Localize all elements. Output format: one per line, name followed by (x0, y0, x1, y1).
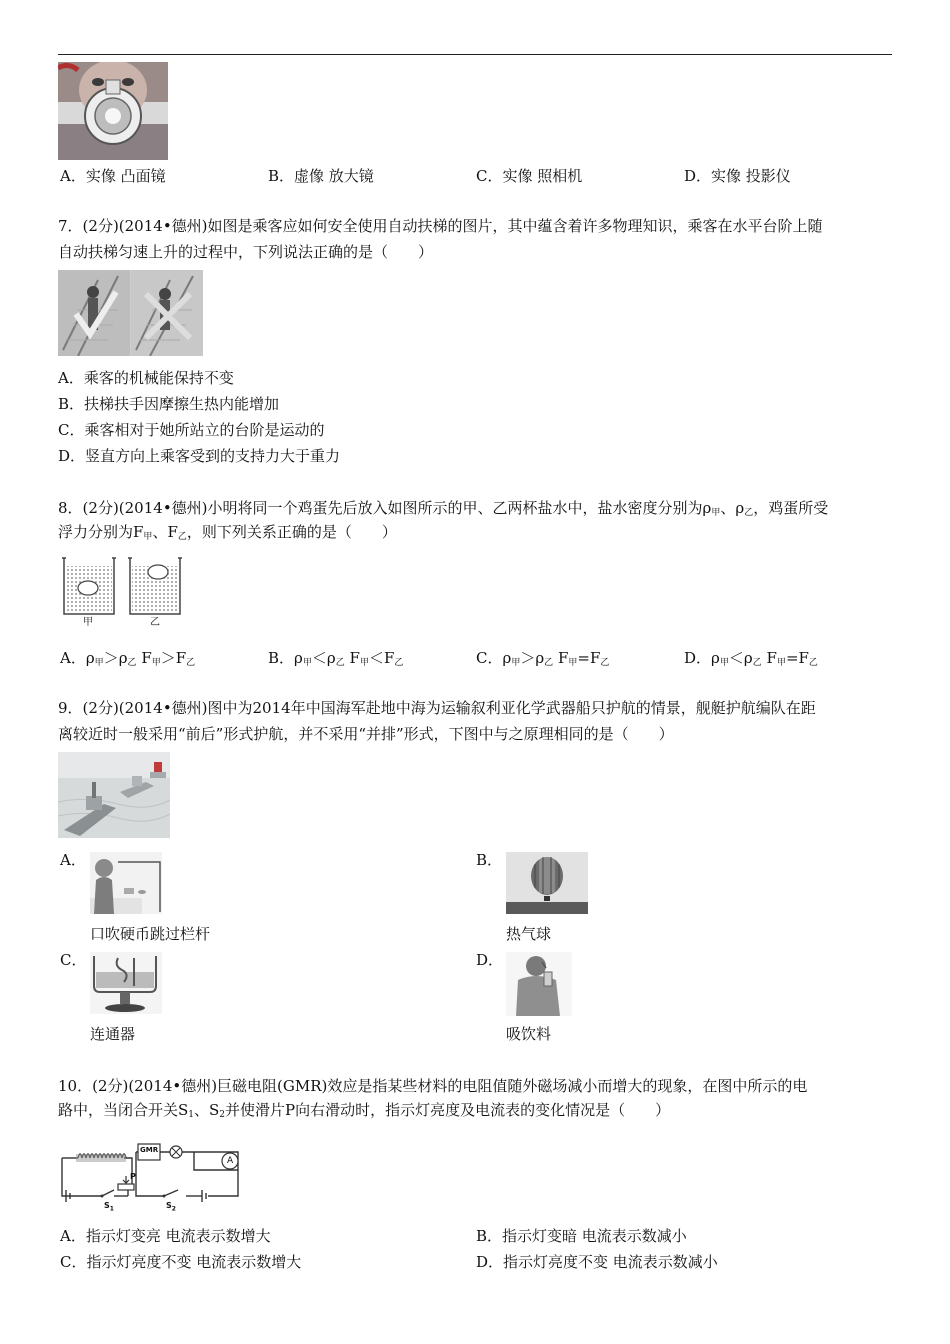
q9-option-d-caption: 吸饮料 (506, 1025, 552, 1043)
beakers-figure (58, 552, 188, 634)
q6-option-b: B．虚像 放大镜 (268, 167, 374, 185)
q9-option-c-caption: 连通器 (90, 1025, 136, 1043)
q10-option-a: A．指示灯变亮 电流表示数增大 (60, 1227, 271, 1245)
warships-photo (58, 752, 170, 838)
q7-option-b: B．扶梯扶手因摩擦生热内能增加 (58, 395, 280, 413)
header-rule (58, 54, 892, 55)
connected-vessel-image (90, 952, 162, 1014)
q8-option-b: B．$\rho_甲<\rho_乙$ $F_甲<F_乙$ (268, 649, 404, 668)
coin-blow-image (90, 852, 162, 914)
q10-stem-line2: 路中，当闭合开关$S_1$、$S_2$并使滑片P向右滑动时，指示灯亮度及电流表的变化情况是（ ） (58, 1101, 671, 1120)
q10-option-d: D．指示灯亮度不变 电流表示数减小 (476, 1253, 718, 1271)
q9-option-b-label: B． (476, 851, 503, 869)
q7-option-a: A．乘客的机械能保持不变 (58, 369, 234, 387)
q7-stem-line1: 7．(2分)(2014•德州)如图是乘客应如何安全使用自动扶梯的图片，其中蕴含着许多物理知识，乘客在水平台阶上随 (58, 217, 823, 235)
q9-option-d-label: D． (476, 951, 504, 969)
switch-s2-label: $S_2$ (166, 1201, 176, 1213)
gmr-label: GMR (140, 1146, 159, 1154)
hot-air-balloon-photo (506, 852, 588, 914)
q6-option-a: A．实像 凸面镜 (60, 167, 166, 185)
flask-photo (58, 62, 168, 160)
q7-option-c: C．乘客相对于她所站立的台阶是运动的 (58, 421, 325, 439)
escalator-photo (58, 270, 203, 356)
q9-stem-line2: 离较近时一般采用“前后”形式护航，并不采用“并排”形式，下图中与之原理相同的是（ ） (58, 725, 674, 743)
switch-s1-label: $S_1$ (104, 1201, 114, 1213)
q10-stem-line1: 10．(2分)(2014•德州)巨磁电阻(GMR)效应是指某些材料的电阻值随外磁场减小而增大的现象，在图中所示的电 (58, 1077, 808, 1095)
q9-option-a-label: A． (60, 851, 86, 869)
q9-option-b-caption: 热气球 (506, 925, 552, 943)
q8-stem-line2: 浮力分别为$F_甲$、$F_乙$，则下列关系正确的是（ ） (58, 523, 397, 542)
q10-option-b: B．指示灯变暗 电流表示数减小 (476, 1227, 687, 1245)
beaker-label-yi: 乙 (150, 617, 160, 628)
q9-option-c-label: C． (60, 951, 87, 969)
q8-option-c: C．$\rho_甲>\rho_乙$ $F_甲=F_乙$ (476, 649, 610, 668)
beaker-label-jia: 甲 (83, 617, 93, 628)
drinking-boy-image (506, 952, 572, 1016)
q6-option-c: C．实像 照相机 (476, 167, 583, 185)
ammeter-icon: A (227, 1156, 234, 1166)
gmr-circuit-diagram (58, 1136, 244, 1216)
q7-stem-line2: 自动扶梯匀速上升的过程中，下列说法正确的是（ ） (58, 243, 434, 261)
q9-option-a-caption: 口吹硬币跳过栏杆 (90, 925, 211, 943)
q7-option-d: D．竖直方向上乘客受到的支持力大于重力 (58, 447, 341, 465)
q8-option-d: D．$\rho_甲<\rho_乙$ $F_甲=F_乙$ (684, 649, 818, 668)
q9-stem-line1: 9．(2分)(2014•德州)图中为2014年中国海军赴地中海为运输叙利亚化学武器船只护航的情景，舰艇护航编队在距 (58, 699, 816, 717)
q10-option-c: C．指示灯亮度不变 电流表示数增大 (60, 1253, 302, 1271)
q8-stem-line1: 8．(2分)(2014•德州)小明将同一个鸡蛋先后放入如图所示的甲、乙两杯盐水中，盐水密度分别为$\rho_甲$、$\rho_乙$，鸡蛋所受 (58, 499, 829, 518)
q6-option-d: D．实像 投影仪 (684, 167, 791, 185)
slider-p-label: P (130, 1172, 136, 1181)
q8-option-a: A．$\rho_甲>\rho_乙$ $F_甲>F_乙$ (60, 649, 196, 668)
